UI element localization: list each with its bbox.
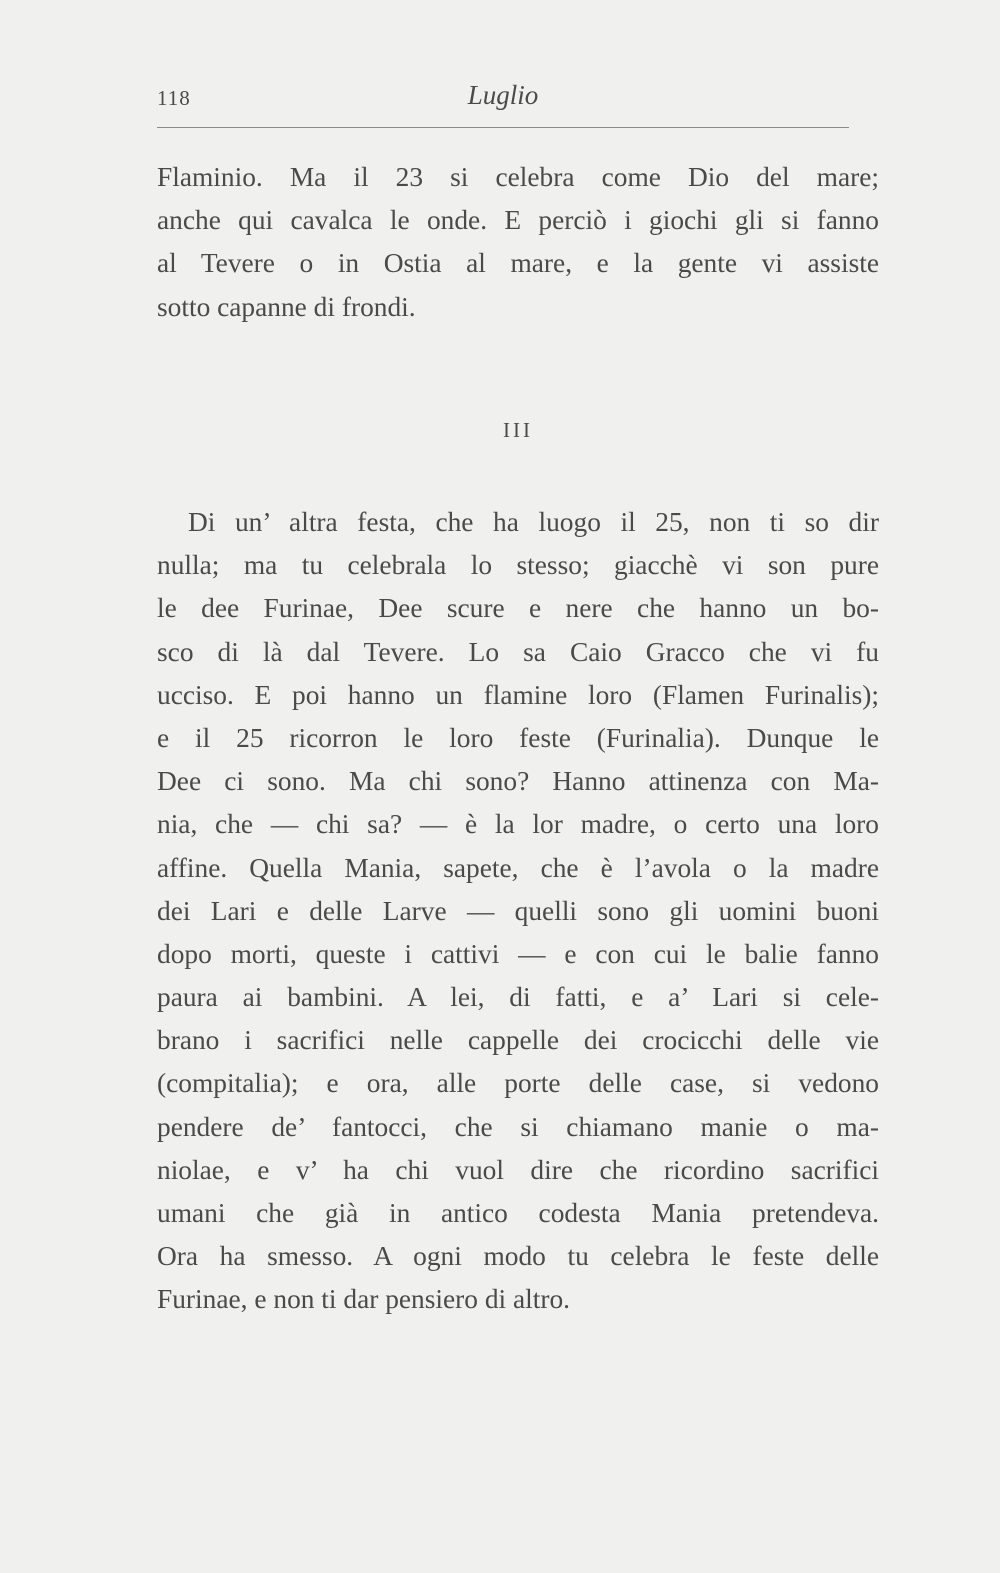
text-line: nulla; ma tu celebrala lo stesso; giacchè vi son pure	[157, 550, 879, 581]
paragraph-1	[157, 156, 879, 329]
running-title: Luglio	[467, 80, 539, 110]
text-line: brano i sacrifici nelle cappelle dei crocicchi delle vie	[157, 1025, 879, 1056]
text-line: le dee Furinae, Dee scure e nere che hanno un bo-	[157, 593, 879, 624]
text-line: (compitalia); e ora, alle porte delle case, si vedono	[157, 1068, 879, 1099]
header-rule	[157, 127, 849, 128]
text-line: al Tevere o in Ostia al mare, e la gente vi assiste	[157, 248, 879, 279]
page-header	[157, 78, 849, 114]
page-number: 118	[157, 86, 191, 110]
text-line: sco di là dal Tevere. Lo sa Caio Gracco che vi fu	[157, 636, 879, 667]
text-line: Flaminio. Ma il 23 si celebra come Dio del mare;	[157, 162, 879, 192]
paragraph-2	[157, 501, 879, 1322]
text-line: affine. Quella Mania, sapete, che è l’avola o la madre	[157, 852, 879, 883]
text-line: anche qui cavalca le onde. E perciò i giochi gli si fanno	[157, 205, 879, 236]
text-line: Furinae, e non ti dar pensiero di altro.	[157, 1284, 571, 1315]
text-line: pendere de’ fantocci, che si chiamano manie o ma-	[157, 1111, 879, 1142]
text-line: Dee ci sono. Ma chi sono? Hanno attinenza con Ma-	[157, 766, 879, 797]
text-line: niolae, e v’ ha chi vuol dire che ricordino sacrifici	[157, 1154, 879, 1185]
section-heading: III	[503, 418, 533, 442]
text-line: Ora ha smesso. A ogni modo tu celebra le feste delle	[157, 1241, 879, 1272]
text-line: paura ai bambini. A lei, di fatti, e a’ Lari si cele-	[157, 982, 879, 1013]
text-line: sotto capanne di frondi.	[157, 291, 416, 322]
text-line: dei Lari e delle Larve — quelli sono gli uomini buoni	[157, 895, 879, 926]
text-line: Di un’ altra festa, che ha luogo il 25, non ti so dir	[188, 507, 879, 537]
text-line: dopo morti, queste i cattivi — e con cui le balie fanno	[157, 938, 879, 969]
text-line: nia, che — chi sa? — è la lor madre, o certo una loro	[157, 809, 879, 840]
text-line: umani che già in antico codesta Mania pretendeva.	[157, 1198, 879, 1228]
text-line: ucciso. E poi hanno un flamine loro (Flamen Furinalis);	[157, 679, 879, 710]
text-line: e il 25 ricorron le loro feste (Furinalia). Dunque le	[157, 722, 879, 753]
